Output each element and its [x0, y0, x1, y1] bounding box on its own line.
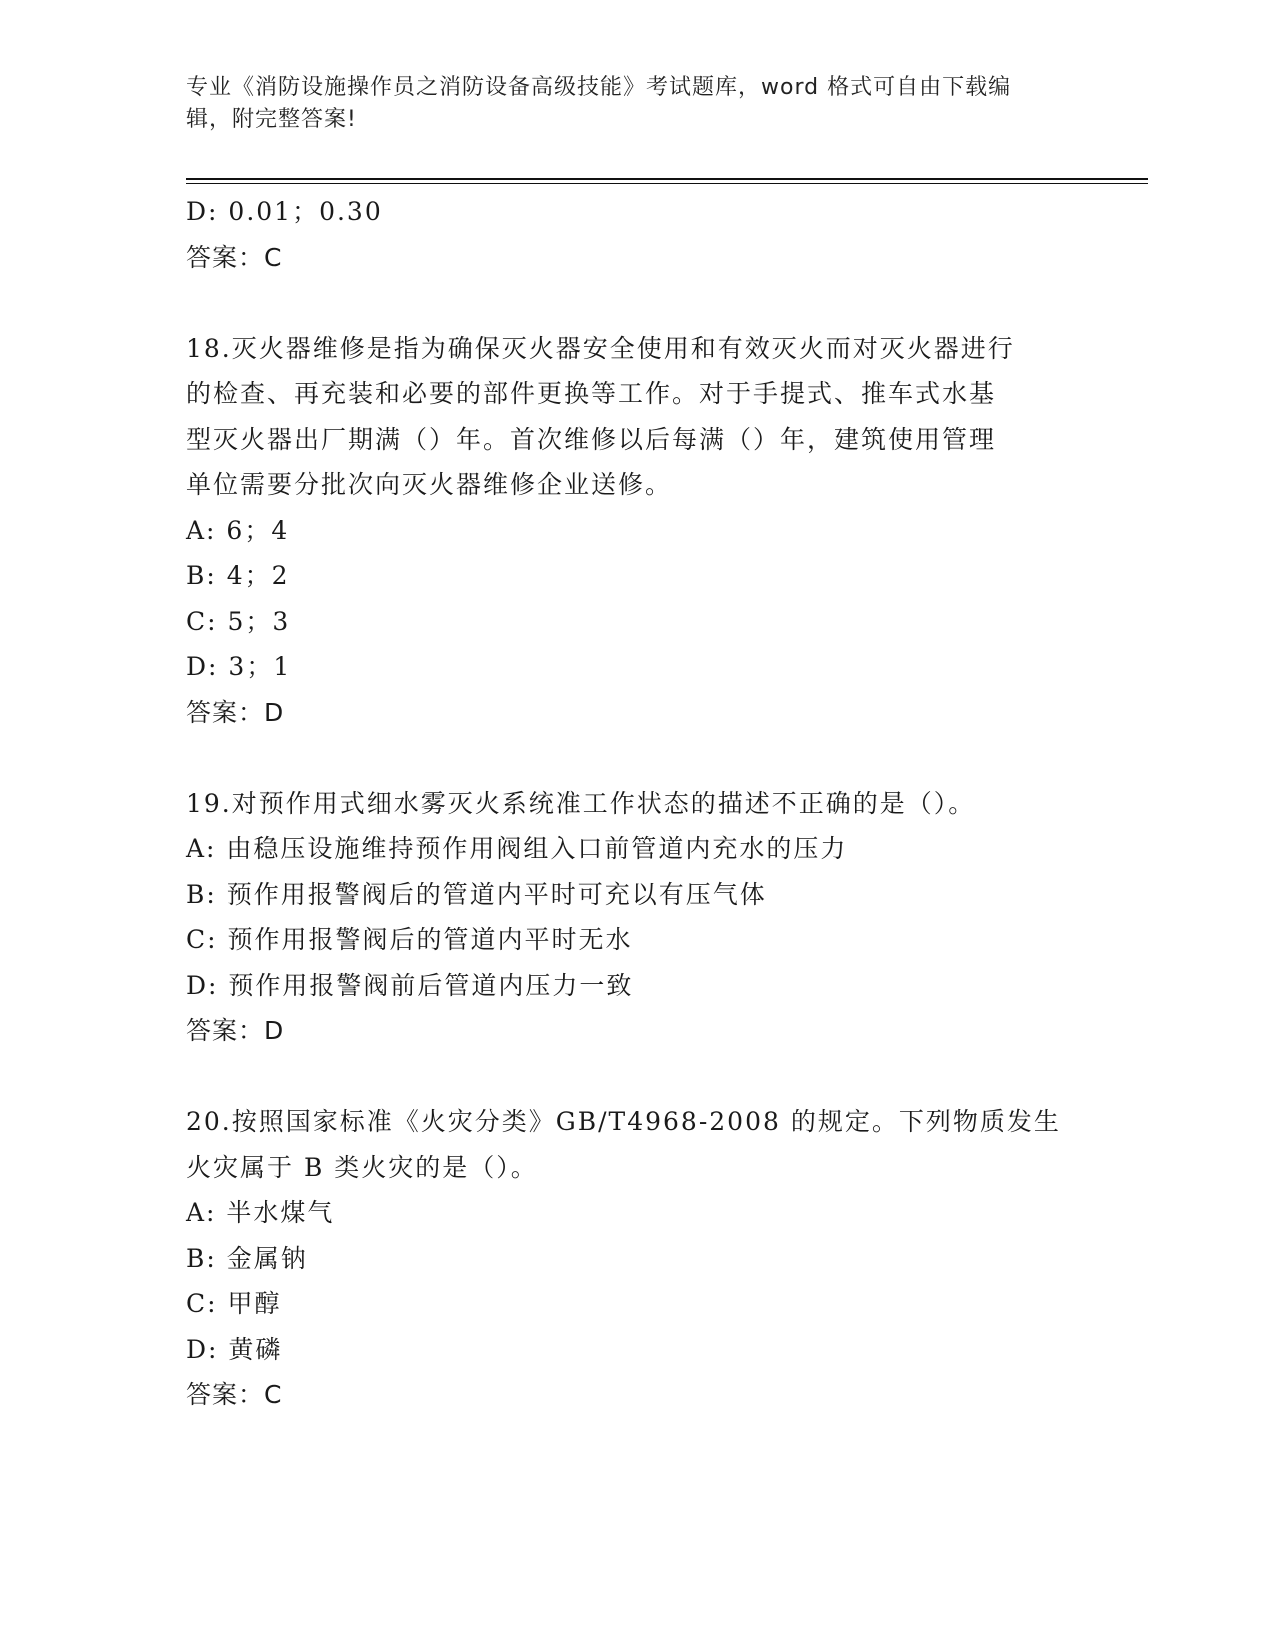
q18-stem-line-4: 单位需要分批次向灭火器维修企业送修。 — [186, 470, 673, 499]
q19-option-b: B: 预作用报警阀后的管道内平时可充以有压气体 — [186, 879, 767, 909]
header-rule-thin — [186, 183, 1148, 184]
header-line-1: 专业《消防设施操作员之消防设备高级技能》考试题库，word 格式可自由下载编 — [186, 75, 1012, 100]
question-20 — [186, 1099, 1086, 1418]
q18-answer: 答案：D — [186, 697, 285, 727]
header-rule-thick — [186, 178, 1148, 180]
q18-stem-line-3: 型灭火器出厂期满（）年。首次维修以后每满（）年，建筑使用管理 — [186, 424, 997, 454]
q18-option-a: A: 6；4 — [186, 515, 290, 545]
question-19 — [186, 781, 1086, 1054]
spacer — [186, 1054, 1086, 1100]
q18-option-c: C: 5；3 — [186, 606, 291, 636]
spacer — [186, 735, 1086, 781]
q18-option-b: B: 4；2 — [186, 561, 290, 590]
spacer — [186, 280, 1086, 326]
page-header — [186, 72, 1066, 136]
q17-answer: 答案：C — [186, 242, 283, 272]
q19-option-d: D: 预作用报警阀前后管道内压力一致 — [186, 970, 634, 1000]
q20-stem-line-1: 20.按照国家标准《火灾分类》GB/T4968-2008 的规定。下列物质发生 — [186, 1107, 1061, 1136]
q19-answer: 答案：D — [186, 1016, 285, 1045]
question-content — [186, 189, 1086, 1418]
q20-answer: 答案：C — [186, 1380, 283, 1409]
q18-stem-line-2: 的检查、再充装和必要的部件更换等工作。对于手提式、推车式水基 — [186, 379, 997, 408]
q20-option-d: D: 黄磷 — [186, 1334, 283, 1364]
q20-stem-line-2: 火灾属于 B 类火灾的是（）。 — [186, 1152, 538, 1182]
q18-stem-line-1: 18.灭火器维修是指为确保灭火器安全使用和有效灭火而对灭火器进行 — [186, 333, 1015, 363]
header-line-2: 辑，附完整答案! — [186, 107, 357, 132]
q19-option-a: A: 由稳压设施维持预作用阀组入口前管道内充水的压力 — [186, 834, 848, 863]
q18-option-d: D: 3；1 — [186, 652, 292, 681]
q20-option-a: A: 半水煤气 — [186, 1198, 335, 1227]
question-18 — [186, 326, 1086, 736]
q17-option-d: D: 0.01；0.30 — [186, 197, 383, 226]
q19-stem-line-1: 19.对预作用式细水雾灭火系统准工作状态的描述不正确的是（）。 — [186, 788, 976, 818]
q20-option-c: C: 甲醇 — [186, 1289, 282, 1318]
q19-option-c: C: 预作用报警阀后的管道内平时无水 — [186, 925, 633, 954]
q20-option-b: B: 金属钠 — [186, 1243, 308, 1273]
